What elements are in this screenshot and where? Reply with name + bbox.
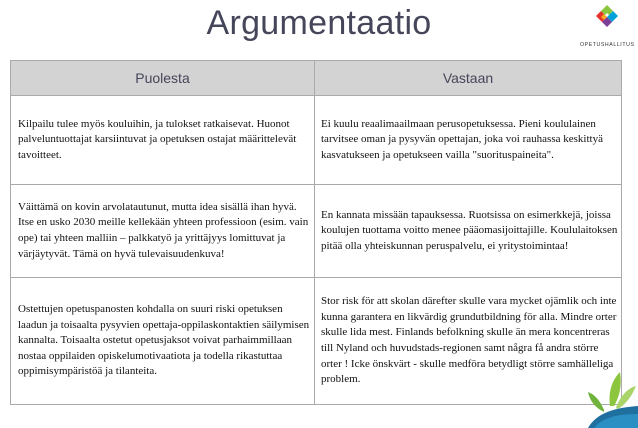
vastaan-cell: En kannata missään tapauksessa. Ruotsissa on esimerkkejä, joissa koulujen tuottama voitto menee pääomasijoittajille. Koululaitoksen pitää olla yhteiskunnan peruspalvelu, ei yritystoimintaa! (315, 185, 622, 278)
header-vastaan: Vastaan (315, 61, 622, 96)
table-header-row (11, 61, 622, 96)
puolesta-cell: Ostettujen opetuspanosten kohdalla on suuri riski opetuksen laadun ja toisaalta pysyvien opettaja-oppilaskontaktien säilymisen kannalta. Toisaalta ostetut opetusjaksot voivat parhaimmillaan nostaa oppilaiden opiskelumotivaatiota ja todella rikastuttaa oppimisympäristöä ja tilanteita. (11, 278, 315, 405)
corner-decoration-icon (582, 366, 638, 428)
logo-wordmark: OPETUSHALLITUS (580, 42, 635, 48)
table-row (11, 185, 622, 278)
vastaan-cell: Ei kuulu reaalimaailmaan perusopetuksessa. Pieni koululainen tarvitsee oman ja pysyvän opettajan, joka voi rauhassa keskittyä kasvatukseen ja opetukseen vailla "suorituspaineita". (315, 96, 622, 185)
argument-table (10, 60, 622, 405)
page-title: Argumentaatio (206, 4, 432, 42)
vastaan-cell: Stor risk för att skolan därefter skulle vara mycket ojämlik och inte kunna garantera en likvärdig grundutbildning för alla. Mindre orter skulle lida mest. Finlands befolkning skulle än mera koncentreras till Nyland och huvudstads-regionen samt några få andra större orter ! Icke önskvärt - skulle medföra betydligt större samhälleliga problem. (315, 278, 622, 405)
table-row (11, 96, 622, 185)
table-row (11, 278, 622, 405)
logo-diamond-icon (595, 4, 619, 38)
puolesta-cell: Kilpailu tulee myös kouluihin, ja tulokset ratkaisevat. Huonot palveluntuottajat karsiintuvat ja opetuksen ostajat määrittelevät tavoitteet. (11, 96, 315, 185)
opetushallitus-logo (580, 4, 634, 52)
puolesta-cell: Väittämä on kovin arvolatautunut, mutta idea sisällä ihan hyvä. Itse en usko 2030 meille kellekään yhteen professioon (esim. vain ope) tai yhteen malliin – palkkatyö ja yrittäjyys lomittuvat ja värjäytyvät. Tämä on hyvä tulevaisuudenkuva! (11, 185, 315, 278)
header-puolesta: Puolesta (11, 61, 315, 96)
